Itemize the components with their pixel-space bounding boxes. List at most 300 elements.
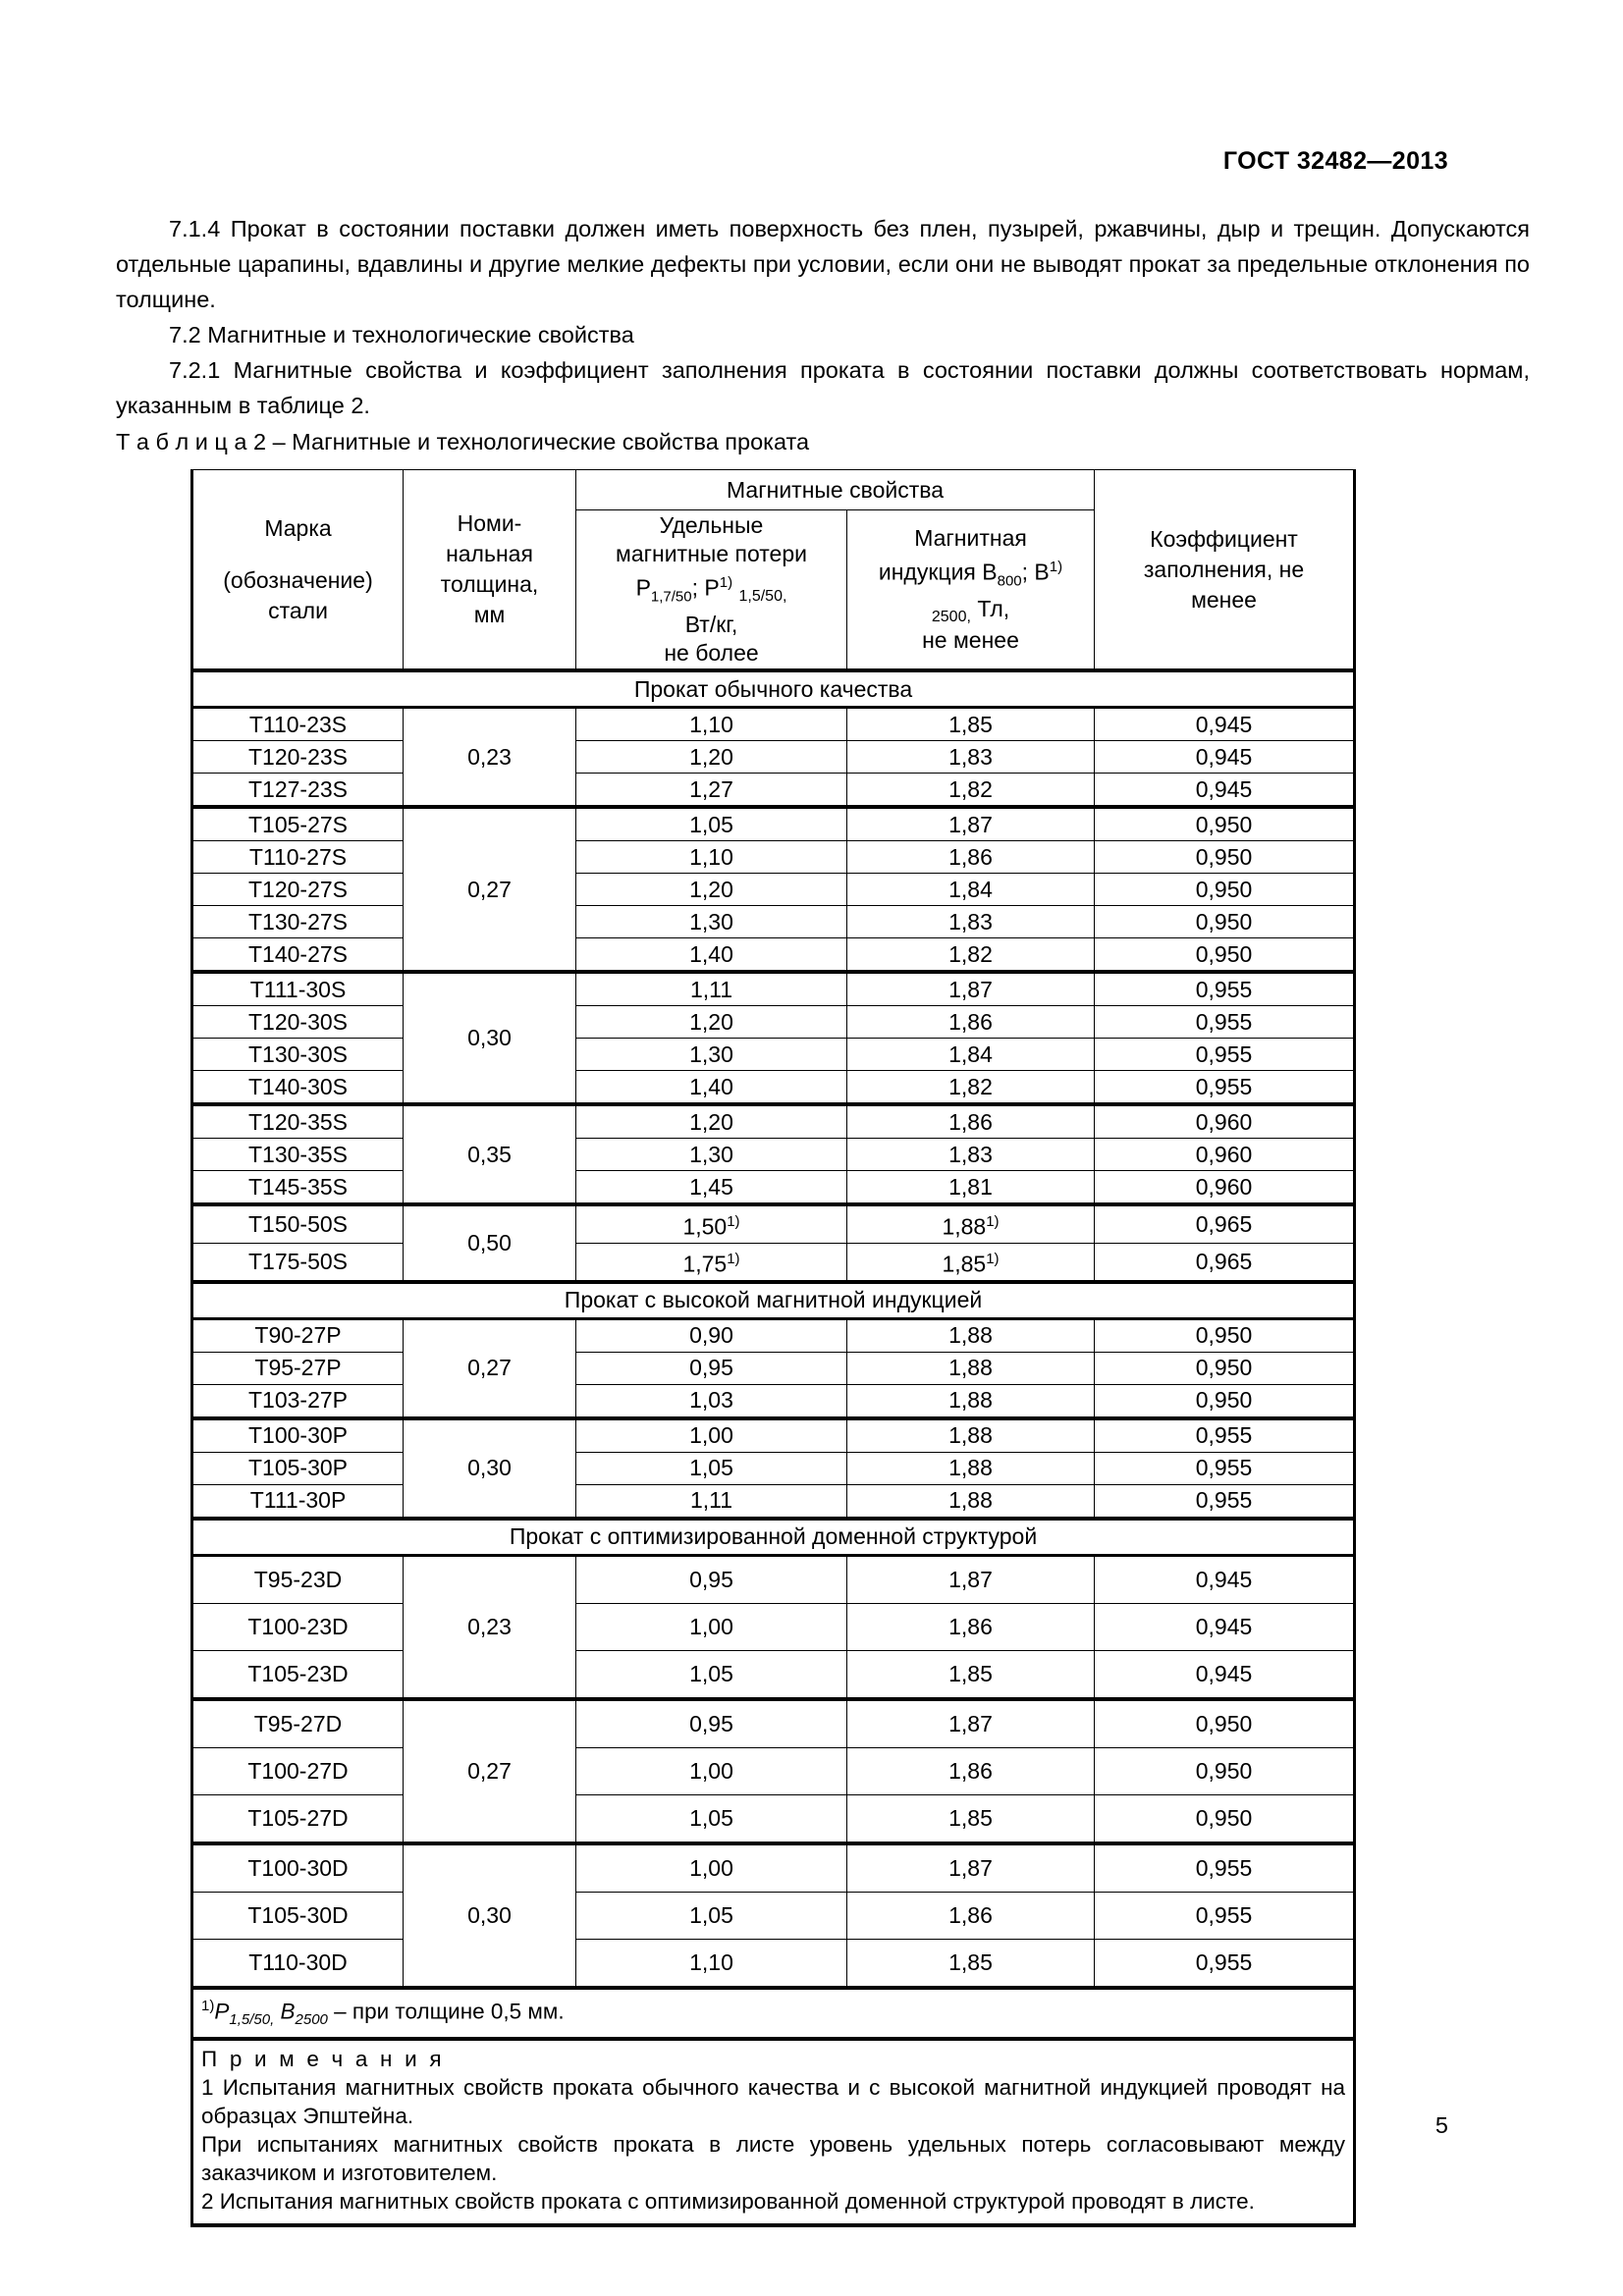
cell-magnetic-induction <box>847 1352 1095 1384</box>
header-induction-limit: не менее <box>922 627 1019 654</box>
footnote-ref: 1) <box>727 1250 740 1267</box>
cell-fill-factor-value: 0,955 <box>1195 976 1253 1002</box>
header-induction-formula <box>850 553 1091 595</box>
cell-magnetic-induction-value: 1,85 <box>942 1251 987 1277</box>
cell-nominal-thickness <box>404 1204 576 1281</box>
table-footnote-row <box>192 1988 1355 2039</box>
cell-fill-factor <box>1095 1892 1355 1939</box>
cell-steel-grade-value: Т95-23D <box>253 1566 343 1592</box>
cell-specific-loss-value: 1,11 <box>689 1487 733 1514</box>
table-caption-label: Т а б л и ц а 2 <box>116 429 267 454</box>
cell-specific-loss-value: 1,05 <box>689 1804 733 1831</box>
table-row <box>192 1352 1355 1384</box>
cell-steel-grade <box>192 1384 404 1418</box>
cell-fill-factor-value: 0,950 <box>1195 811 1253 837</box>
cell-specific-loss-value: 1,20 <box>689 876 733 902</box>
table-section-title: Прокат обычного качества <box>192 670 1355 708</box>
cell-magnetic-induction <box>847 841 1095 874</box>
cell-specific-loss-value: 1,40 <box>689 1073 733 1099</box>
table-row <box>192 1171 1355 1205</box>
cell-magnetic-induction-value: 1,83 <box>948 743 993 770</box>
cell-magnetic-induction <box>847 1418 1095 1453</box>
cell-magnetic-induction-value: 1,87 <box>948 1710 993 1736</box>
header-induction-b1: индукция B <box>878 559 998 585</box>
cell-magnetic-induction-value: 1,88 <box>948 1487 993 1514</box>
header-thickness-line-1: Номи- <box>457 510 522 537</box>
cell-fill-factor-value: 0,955 <box>1195 1041 1253 1067</box>
cell-steel-grade-value: Т140-27S <box>247 940 348 967</box>
cell-specific-loss-value: 1,30 <box>689 908 733 934</box>
cell-specific-loss <box>576 1171 847 1205</box>
table-row <box>192 1892 1355 1939</box>
cell-specific-loss <box>576 1892 847 1939</box>
cell-steel-grade <box>192 841 404 874</box>
cell-specific-loss-value: 1,00 <box>689 1854 733 1881</box>
cell-steel-grade <box>192 1039 404 1071</box>
cell-magnetic-induction <box>847 1104 1095 1139</box>
cell-steel-grade-value: Т130-30S <box>247 1041 348 1067</box>
cell-fill-factor-value: 0,950 <box>1195 1710 1253 1736</box>
cell-fill-factor-value: 0,955 <box>1195 1949 1253 1975</box>
header-cell-specific-losses <box>576 510 847 671</box>
table-row <box>192 1650 1355 1699</box>
cell-fill-factor-value: 0,960 <box>1195 1141 1253 1167</box>
table-row <box>192 938 1355 973</box>
cell-fill-factor <box>1095 841 1355 874</box>
cell-steel-grade <box>192 1650 404 1699</box>
cell-specific-loss-value: 0,95 <box>689 1710 733 1736</box>
cell-specific-loss <box>576 1650 847 1699</box>
cell-fill-factor <box>1095 1352 1355 1384</box>
cell-steel-grade-value: Т90-27Р <box>254 1322 342 1349</box>
cell-steel-grade <box>192 1484 404 1519</box>
table-row <box>192 874 1355 906</box>
cell-specific-loss <box>576 1939 847 1988</box>
cell-steel-grade-value: Т105-23D <box>247 1660 349 1686</box>
cell-nominal-thickness-value: 0,27 <box>467 876 512 902</box>
header-thickness-line-2: нальная <box>446 541 533 567</box>
cell-magnetic-induction-value: 1,81 <box>948 1173 993 1200</box>
header-losses-limit: не более <box>664 640 759 667</box>
cell-magnetic-induction <box>847 1039 1095 1071</box>
cell-steel-grade <box>192 1452 404 1484</box>
cell-specific-loss <box>576 774 847 808</box>
cell-steel-grade <box>192 1747 404 1794</box>
header-losses-sub1: 1,7/50 <box>650 588 692 606</box>
cell-fill-factor-value: 0,955 <box>1195 1073 1253 1099</box>
cell-magnetic-induction-value: 1,84 <box>948 876 993 902</box>
cell-magnetic-induction-value: 1,82 <box>948 940 993 967</box>
cell-steel-grade-value: Т127-23S <box>247 775 348 802</box>
cell-fill-factor <box>1095 1843 1355 1893</box>
cell-magnetic-induction-value: 1,86 <box>948 1108 993 1135</box>
cell-nominal-thickness <box>404 708 576 808</box>
cell-nominal-thickness <box>404 1843 576 1988</box>
cell-steel-grade-value: Т100-30Р <box>247 1422 348 1449</box>
cell-specific-loss-value: 0,90 <box>689 1322 733 1349</box>
paragraph-7-1-4: 7.1.4 Прокат в состоянии поставки должен иметь поверхность без плен, пузырей, ржавчины, дыр и трещин. Допускаются отдельные царапины, вдавлины и другие мелкие дефекты при условии, если они не выводят прокат за предельные отклонения по толщине. <box>116 216 1530 312</box>
cell-steel-grade <box>192 1555 404 1603</box>
cell-steel-grade-value: Т110-27S <box>248 843 348 870</box>
cell-steel-grade-value: Т175-50S <box>247 1248 348 1274</box>
cell-specific-loss-value: 1,40 <box>689 940 733 967</box>
cell-fill-factor <box>1095 1071 1355 1105</box>
cell-magnetic-induction-value: 1,86 <box>948 843 993 870</box>
table-row <box>192 807 1355 841</box>
cell-magnetic-induction <box>847 1243 1095 1281</box>
cell-steel-grade <box>192 1892 404 1939</box>
note-line: 2 Испытания магнитных свойств проката с оптимизированной доменной структурой проводят в листе. <box>201 2188 1255 2214</box>
cell-magnetic-induction <box>847 1139 1095 1171</box>
table-row <box>192 972 1355 1006</box>
cell-nominal-thickness-value: 0,30 <box>467 1025 512 1051</box>
cell-specific-loss <box>576 874 847 906</box>
cell-specific-loss <box>576 841 847 874</box>
cell-fill-factor-value: 0,945 <box>1195 1566 1253 1592</box>
cell-specific-loss <box>576 1747 847 1794</box>
cell-fill-factor <box>1095 1039 1355 1071</box>
cell-specific-loss <box>576 1006 847 1039</box>
cell-magnetic-induction <box>847 1603 1095 1650</box>
header-fill-line-2: заполнения, не <box>1143 556 1305 582</box>
cell-steel-grade <box>192 1794 404 1843</box>
cell-magnetic-induction <box>847 1939 1095 1988</box>
cell-nominal-thickness <box>404 1699 576 1843</box>
cell-steel-grade <box>192 1139 404 1171</box>
cell-magnetic-induction <box>847 1555 1095 1603</box>
cell-steel-grade-value: Т140-30S <box>247 1073 348 1099</box>
cell-fill-factor-value: 0,950 <box>1195 1804 1253 1831</box>
cell-fill-factor-value: 0,945 <box>1195 1613 1253 1639</box>
cell-magnetic-induction <box>847 906 1095 938</box>
cell-specific-loss-value: 1,03 <box>689 1387 733 1414</box>
cell-specific-loss-value: 1,05 <box>689 811 733 837</box>
cell-fill-factor <box>1095 906 1355 938</box>
footnote-ref: 1) <box>727 1213 740 1231</box>
cell-steel-grade-value: Т110-23S <box>248 711 348 737</box>
header-fill-line-3: менее <box>1191 586 1257 613</box>
cell-fill-factor <box>1095 938 1355 973</box>
cell-fill-factor <box>1095 1794 1355 1843</box>
table-row <box>192 1843 1355 1893</box>
cell-specific-loss-value: 1,20 <box>689 1108 733 1135</box>
cell-fill-factor <box>1095 741 1355 774</box>
header-induction-sub1: 800 <box>997 572 1022 590</box>
cell-fill-factor <box>1095 874 1355 906</box>
cell-magnetic-induction-value: 1,86 <box>948 1613 993 1639</box>
cell-magnetic-induction-value: 1,86 <box>948 1008 993 1035</box>
header-induction-unit <box>850 595 1091 626</box>
cell-magnetic-induction-value: 1,84 <box>948 1041 993 1067</box>
cell-specific-loss <box>576 1243 847 1281</box>
cell-fill-factor-value: 0,955 <box>1195 1422 1253 1449</box>
cell-steel-grade-value: Т130-27S <box>247 908 348 934</box>
cell-steel-grade <box>192 774 404 808</box>
paragraph-7-2-1: 7.2.1 Магнитные свойства и коэффициент заполнения проката в состоянии поставки должны соответствовать нормам, указанным в таблице 2. <box>116 357 1530 418</box>
cell-steel-grade-value: Т100-23D <box>247 1613 349 1639</box>
cell-fill-factor <box>1095 1555 1355 1603</box>
cell-specific-loss <box>576 807 847 841</box>
cell-specific-loss-value: 1,00 <box>689 1613 733 1639</box>
cell-specific-loss-value: 1,20 <box>689 1008 733 1035</box>
cell-fill-factor-value: 0,945 <box>1195 775 1253 802</box>
header-losses-p1: P <box>635 574 651 601</box>
cell-fill-factor <box>1095 1139 1355 1171</box>
cell-fill-factor-value: 0,965 <box>1195 1211 1253 1238</box>
cell-magnetic-induction <box>847 1794 1095 1843</box>
header-cell-group-magnetic: Магнитные свойства <box>576 470 1095 510</box>
cell-specific-loss <box>576 1039 847 1071</box>
cell-specific-loss-value: 1,10 <box>689 843 733 870</box>
cell-specific-loss <box>576 708 847 741</box>
table-row <box>192 1484 1355 1519</box>
note-line: При испытаниях магнитных свойств проката в листе уровень удельных потерь согласовывают между заказчиком и изготовителем. <box>201 2131 1346 2185</box>
footnote-p: P <box>214 1999 230 2024</box>
cell-magnetic-induction-value: 1,85 <box>948 1804 993 1831</box>
cell-steel-grade-value: Т105-30D <box>247 1901 349 1928</box>
cell-steel-grade-value: Т95-27D <box>253 1710 343 1736</box>
cell-magnetic-induction <box>847 1171 1095 1205</box>
cell-magnetic-induction <box>847 1006 1095 1039</box>
cell-fill-factor-value: 0,945 <box>1195 1660 1253 1686</box>
cell-fill-factor <box>1095 1243 1355 1281</box>
cell-magnetic-induction-value: 1,88 <box>948 1322 993 1349</box>
cell-steel-grade-value: Т100-27D <box>247 1757 349 1784</box>
cell-steel-grade-value: Т150-50S <box>247 1211 348 1238</box>
cell-specific-loss <box>576 1418 847 1453</box>
cell-magnetic-induction <box>847 741 1095 774</box>
table-notes-row <box>192 2039 1355 2225</box>
cell-steel-grade <box>192 1352 404 1384</box>
table-header-row-1 <box>192 470 1355 510</box>
header-induction-footnote-ref: 1) <box>1049 559 1063 575</box>
cell-fill-factor-value: 0,945 <box>1195 743 1253 770</box>
cell-nominal-thickness <box>404 1418 576 1519</box>
table-section-title: Прокат с оптимизированной доменной структурой <box>192 1519 1355 1556</box>
cell-fill-factor-value: 0,965 <box>1195 1248 1253 1274</box>
header-mark-line-2: (обозначение) <box>223 566 373 593</box>
table-row <box>192 1318 1355 1352</box>
cell-steel-grade-value: Т95-27Р <box>254 1355 342 1381</box>
cell-magnetic-induction-value: 1,82 <box>948 775 993 802</box>
cell-magnetic-induction-value: 1,88 <box>948 1355 993 1381</box>
cell-specific-loss <box>576 938 847 973</box>
cell-steel-grade-value: Т130-35S <box>247 1141 348 1167</box>
cell-specific-loss <box>576 1204 847 1243</box>
cell-specific-loss-value: 0,95 <box>689 1355 733 1381</box>
cell-specific-loss-value: 1,10 <box>689 711 733 737</box>
cell-steel-grade <box>192 1318 404 1352</box>
cell-steel-grade-value: Т111-30Р <box>249 1487 347 1514</box>
cell-nominal-thickness-value: 0,23 <box>467 1613 512 1639</box>
cell-fill-factor <box>1095 1452 1355 1484</box>
cell-steel-grade-value: Т145-35S <box>247 1173 348 1200</box>
cell-magnetic-induction-value: 1,88 <box>948 1455 993 1481</box>
cell-specific-loss <box>576 1352 847 1384</box>
table-caption-title: Магнитные и технологические свойства проката <box>292 429 810 454</box>
table-row <box>192 1243 1355 1281</box>
cell-specific-loss-value: 1,05 <box>689 1455 733 1481</box>
cell-fill-factor <box>1095 1104 1355 1139</box>
cell-nominal-thickness-value: 0,23 <box>467 743 512 770</box>
page-number: 5 <box>1434 2112 1448 2138</box>
cell-specific-loss-value: 1,00 <box>689 1757 733 1784</box>
cell-specific-loss <box>576 741 847 774</box>
cell-specific-loss <box>576 1794 847 1843</box>
cell-steel-grade <box>192 708 404 741</box>
cell-fill-factor <box>1095 1650 1355 1699</box>
cell-fill-factor-value: 0,950 <box>1195 1757 1253 1784</box>
table-row <box>192 774 1355 808</box>
cell-steel-grade-value: Т120-30S <box>247 1008 348 1035</box>
cell-specific-loss <box>576 1699 847 1748</box>
table-section-header-row <box>192 670 1355 708</box>
header-losses-separator: ; P <box>691 574 720 601</box>
notes-title: П р и м е ч а н и я <box>201 2046 445 2071</box>
table-row <box>192 741 1355 774</box>
table-row <box>192 1006 1355 1039</box>
cell-fill-factor <box>1095 1204 1355 1243</box>
cell-specific-loss-value: 1,11 <box>689 976 733 1002</box>
table-row <box>192 1603 1355 1650</box>
cell-fill-factor-value: 0,955 <box>1195 1455 1253 1481</box>
table-row <box>192 1747 1355 1794</box>
cell-magnetic-induction-value: 1,86 <box>948 1901 993 1928</box>
cell-steel-grade <box>192 807 404 841</box>
note-line: 1 Испытания магнитных свойств проката обычного качества и с высокой магнитной индукцией проводят на образцах Эпштейна. <box>201 2074 1346 2128</box>
cell-specific-loss-value: 0,95 <box>689 1566 733 1592</box>
cell-steel-grade <box>192 1843 404 1893</box>
cell-steel-grade <box>192 1939 404 1988</box>
table-2-magnetic-properties <box>190 469 1356 2227</box>
header-losses-formula <box>579 568 843 611</box>
cell-steel-grade <box>192 938 404 973</box>
header-cell-fill-factor <box>1095 470 1355 671</box>
table-caption <box>116 429 809 455</box>
cell-magnetic-induction <box>847 1204 1095 1243</box>
cell-fill-factor-value: 0,950 <box>1195 940 1253 967</box>
cell-fill-factor <box>1095 1384 1355 1418</box>
cell-fill-factor <box>1095 1699 1355 1748</box>
cell-steel-grade <box>192 741 404 774</box>
cell-fill-factor-value: 0,950 <box>1195 908 1253 934</box>
header-induction-line-1: Магнитная <box>914 525 1027 551</box>
cell-fill-factor-value: 0,955 <box>1195 1901 1253 1928</box>
cell-fill-factor-value: 0,955 <box>1195 1487 1253 1514</box>
cell-specific-loss <box>576 972 847 1006</box>
header-losses-line-2: магнитные потери <box>616 541 807 566</box>
table-section-title: Прокат с высокой магнитной индукцией <box>192 1282 1355 1319</box>
cell-fill-factor-value: 0,950 <box>1195 1387 1253 1414</box>
cell-magnetic-induction-value: 1,87 <box>948 1566 993 1592</box>
footnote-ref: 1) <box>986 1250 1000 1267</box>
footnote-ref: 1) <box>986 1213 1000 1231</box>
cell-fill-factor <box>1095 1006 1355 1039</box>
cell-magnetic-induction-value: 1,87 <box>948 1854 993 1881</box>
cell-magnetic-induction <box>847 938 1095 973</box>
cell-nominal-thickness-value: 0,30 <box>467 1455 512 1481</box>
cell-steel-grade-value: Т120-35S <box>247 1108 348 1135</box>
table-row <box>192 1555 1355 1603</box>
header-thickness-line-4: мм <box>473 602 506 628</box>
cell-fill-factor <box>1095 708 1355 741</box>
cell-magnetic-induction <box>847 1384 1095 1418</box>
header-losses-line-1: Удельные <box>659 512 764 538</box>
table-row <box>192 1039 1355 1071</box>
header-thickness-line-3: толщина, <box>440 571 539 598</box>
cell-magnetic-induction <box>847 1747 1095 1794</box>
cell-magnetic-induction-value: 1,88 <box>942 1213 987 1240</box>
table-row <box>192 708 1355 741</box>
cell-magnetic-induction-value: 1,87 <box>948 976 993 1002</box>
cell-fill-factor-value: 0,950 <box>1195 1322 1253 1349</box>
cell-nominal-thickness-value: 0,27 <box>467 1355 512 1381</box>
cell-magnetic-induction-value: 1,86 <box>948 1757 993 1784</box>
cell-nominal-thickness-value: 0,30 <box>467 1901 512 1928</box>
cell-steel-grade <box>192 874 404 906</box>
cell-fill-factor-value: 0,950 <box>1195 1355 1253 1381</box>
cell-fill-factor <box>1095 1603 1355 1650</box>
table-caption-dash: – <box>272 429 286 454</box>
cell-fill-factor-value: 0,960 <box>1195 1108 1253 1135</box>
table-row <box>192 1139 1355 1171</box>
cell-steel-grade <box>192 1243 404 1281</box>
cell-specific-loss-value: 1,27 <box>689 775 733 802</box>
footnote-b: B <box>280 1999 296 2024</box>
table-row <box>192 1418 1355 1453</box>
cell-specific-loss-value: 1,05 <box>689 1901 733 1928</box>
cell-specific-loss-value: 1,10 <box>689 1949 733 1975</box>
cell-steel-grade <box>192 972 404 1006</box>
table-row <box>192 1939 1355 1988</box>
cell-magnetic-induction <box>847 1071 1095 1105</box>
cell-steel-grade <box>192 1104 404 1139</box>
cell-steel-grade-value: Т105-27S <box>247 811 348 837</box>
footnote-p-sub: 1,5/50, <box>229 2010 275 2028</box>
header-mark-line-1: Марка <box>264 514 332 541</box>
cell-steel-grade <box>192 1204 404 1243</box>
header-losses-footnote-ref: 1) <box>719 574 733 591</box>
cell-steel-grade-value: Т105-27D <box>247 1804 349 1831</box>
cell-magnetic-induction-value: 1,85 <box>948 1660 993 1686</box>
cell-steel-grade-value: Т110-30D <box>248 1949 348 1975</box>
cell-steel-grade-value: Т100-30D <box>247 1854 349 1881</box>
cell-magnetic-induction-value: 1,85 <box>948 1949 993 1975</box>
cell-specific-loss-value: 1,30 <box>689 1041 733 1067</box>
header-induction-separator: ; B <box>1021 559 1050 585</box>
cell-steel-grade-value: Т120-27S <box>247 876 348 902</box>
cell-specific-loss <box>576 1318 847 1352</box>
table-row <box>192 1071 1355 1105</box>
cell-steel-grade <box>192 1006 404 1039</box>
header-cell-magnetic-induction <box>847 510 1095 671</box>
table-row <box>192 1794 1355 1843</box>
cell-specific-loss-value: 1,30 <box>689 1141 733 1167</box>
cell-fill-factor <box>1095 1171 1355 1205</box>
cell-magnetic-induction <box>847 1452 1095 1484</box>
table-section-header-row <box>192 1519 1355 1556</box>
cell-fill-factor-value: 0,950 <box>1195 843 1253 870</box>
cell-fill-factor <box>1095 1484 1355 1519</box>
table-row <box>192 1104 1355 1139</box>
cell-magnetic-induction <box>847 807 1095 841</box>
cell-steel-grade-value: Т103-27Р <box>247 1387 348 1414</box>
cell-magnetic-induction <box>847 708 1095 741</box>
cell-fill-factor-value: 0,945 <box>1195 711 1253 737</box>
cell-fill-factor <box>1095 1939 1355 1988</box>
cell-magnetic-induction-value: 1,88 <box>948 1387 993 1414</box>
cell-specific-loss <box>576 1603 847 1650</box>
